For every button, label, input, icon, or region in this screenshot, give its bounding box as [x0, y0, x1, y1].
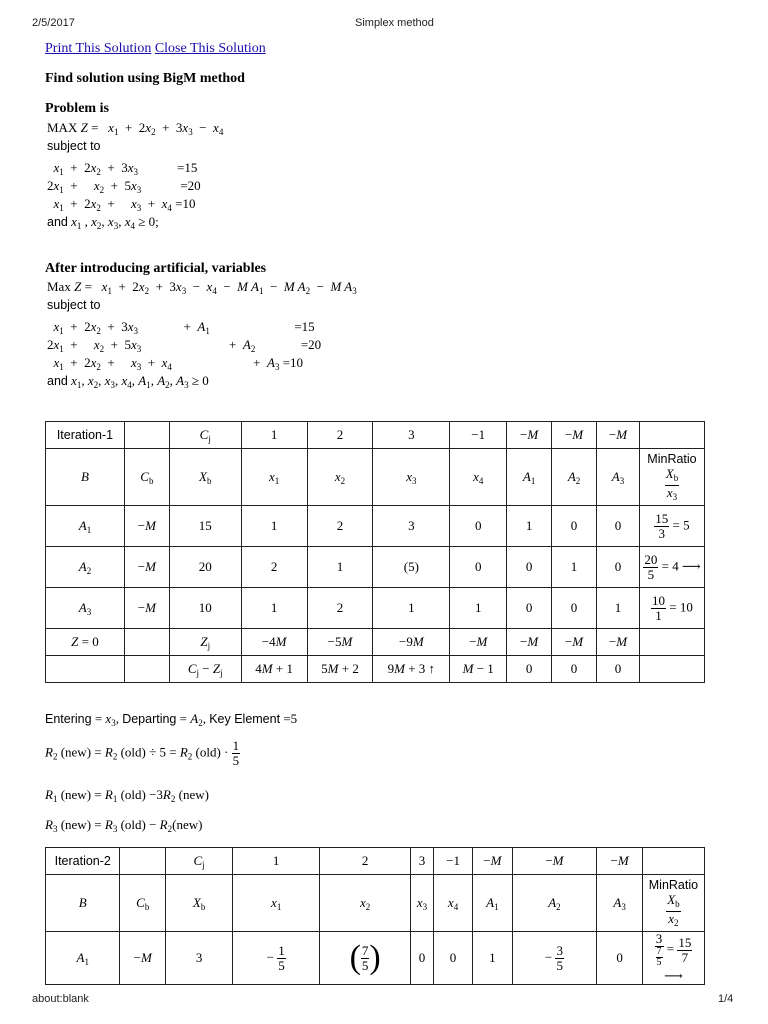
nonnegativity: and $x_1$ , $x_2$, $x_3$, $x_4 \ge 0$; — [47, 214, 159, 231]
minratio-label: MinRatio — [648, 877, 699, 892]
bigm-constraint-1: $x_1 + 2x_2 + 3x_3$ + $A_1$ =15 — [53, 319, 315, 336]
row-operation-r3: $R_3$ $(new) = R_3$ $(old) - R_2(new)$ — [45, 817, 203, 834]
table-row: B $C_b$ $X_b$ $x_1$ $x_2$ $x_3$ $x_4$ $A_1$ $A_2$ $A_3$ MinRatio $\frac{X_b}{x_2}$ — [46, 875, 705, 932]
problem-heading: Problem is — [45, 101, 109, 116]
page-heading: Find solution using BigM method — [45, 71, 245, 86]
solution-links — [45, 41, 266, 57]
bigm-constraint-3: $x_1 + 2x_2$ + $x_3 + x_4$ + $A_3 =10$ — [53, 355, 304, 372]
table-row: $C_j - Z_j$ 4M + 1 5M + 2 9M + 3 ↑ M − 1 0 0 0 — [46, 656, 705, 683]
subject-to-label: subject to — [47, 139, 101, 153]
print-solution-link[interactable]: Print This Solution — [45, 41, 152, 56]
table-row: $A_1$ −M 15 1 2 3 0 1 0 0 $\frac{15}{3}$ = 5 — [46, 506, 705, 547]
bigm-objective: Max $Z = x_1 + 2x_2 + 3x_3 - x_4 - M$ $A_1 - M$ $A_2 - M$ $A_3$ — [47, 279, 357, 296]
iteration-label: Iteration-1 — [46, 422, 125, 449]
bigm-constraint-2: $2x_1$ + $x_2 + 5x_3$ + $A_2$ =20 — [47, 337, 322, 354]
entering-departing-note: Entering = $x_3$, Departing = $A_2$, Key Element =5 — [45, 711, 298, 728]
departing-label: Departing — [122, 712, 177, 726]
constraint-3: $x_1 + 2x_2$ + $x_3 + x_4 =10$ — [53, 196, 196, 213]
table-row: $A_1$ −M 3 − $\frac{1}{5}$ ( $\frac{7}{5}$ ) 0 0 1 − $\frac{3}{5}$ 0 $\frac{3}{\frac{7}{5}}$ = $\frac{15}{7}$ ⟶ — [46, 932, 705, 985]
close-solution-link[interactable]: Close This Solution — [154, 41, 266, 56]
objective-function: MAX $Z = x_1 + 2x_2 + 3x_3 - x_4$ — [47, 120, 224, 137]
subject-to-label-2: subject to — [47, 298, 101, 312]
after-heading: After introducing artificial, variables — [45, 261, 267, 276]
table-row: Iteration-2 $C_j$ 1 2 3 −1 −M −M −M — [46, 848, 705, 875]
bigm-nonnegativity: and $x_1$, $x_2$, $x_3$, $x_4$, $A_1$, $A_2$, $A_3 \ge 0$ — [47, 373, 209, 390]
constraint-2: $2x_1$ + $x_2 + 5x_3$ =20 — [47, 178, 201, 195]
print-date: 2/5/2017 — [32, 17, 75, 29]
table-row: B $C_b$ $X_b$ $x_1$ $x_2$ $x_3$ $x_4$ $A_1$ $A_2$ $A_3$ MinRatio $\frac{X_b}{x_3}$ — [46, 449, 705, 506]
row-operation-r1: $R_1$ $(new) = R_1$ $(old) -3R_2$ (new) — [45, 787, 209, 804]
iteration-2-table — [45, 847, 705, 1005]
footer-url: about:blank — [32, 993, 89, 1005]
footer-page-number: 1/4 — [718, 993, 734, 1005]
print-title: Simplex method — [355, 17, 434, 29]
table-row: $A_2$ −M 20 2 1 (5) 0 0 1 0 $\frac{20}{5}$ = 4 ⟶ — [46, 547, 705, 588]
entering-label: Entering — [45, 712, 92, 726]
minratio-label: MinRatio — [647, 451, 697, 466]
row-operation-r2: $R_2$ $(new) = R_2$ $(old) \div 5 = R_2$ (old) · $\frac{1}{5}$ — [45, 738, 240, 768]
table-row: Iteration-1 $C_j$ 1 2 3 −1 −M −M −M — [46, 422, 705, 449]
table-row: $A_3$ −M 10 1 2 1 1 0 0 1 $\frac{10}{1}$ = 10 — [46, 588, 705, 629]
iteration-label: Iteration-2 — [46, 848, 120, 875]
constraint-1: $x_1 + 2x_2 + 3x_3$ =15 — [53, 160, 198, 177]
table-row: Z = 0 $Z_j$ −4M −5M −9M −M −M −M −M — [46, 629, 705, 656]
key-element-label: Key Element — [209, 712, 281, 726]
iteration-1-table — [45, 421, 705, 683]
